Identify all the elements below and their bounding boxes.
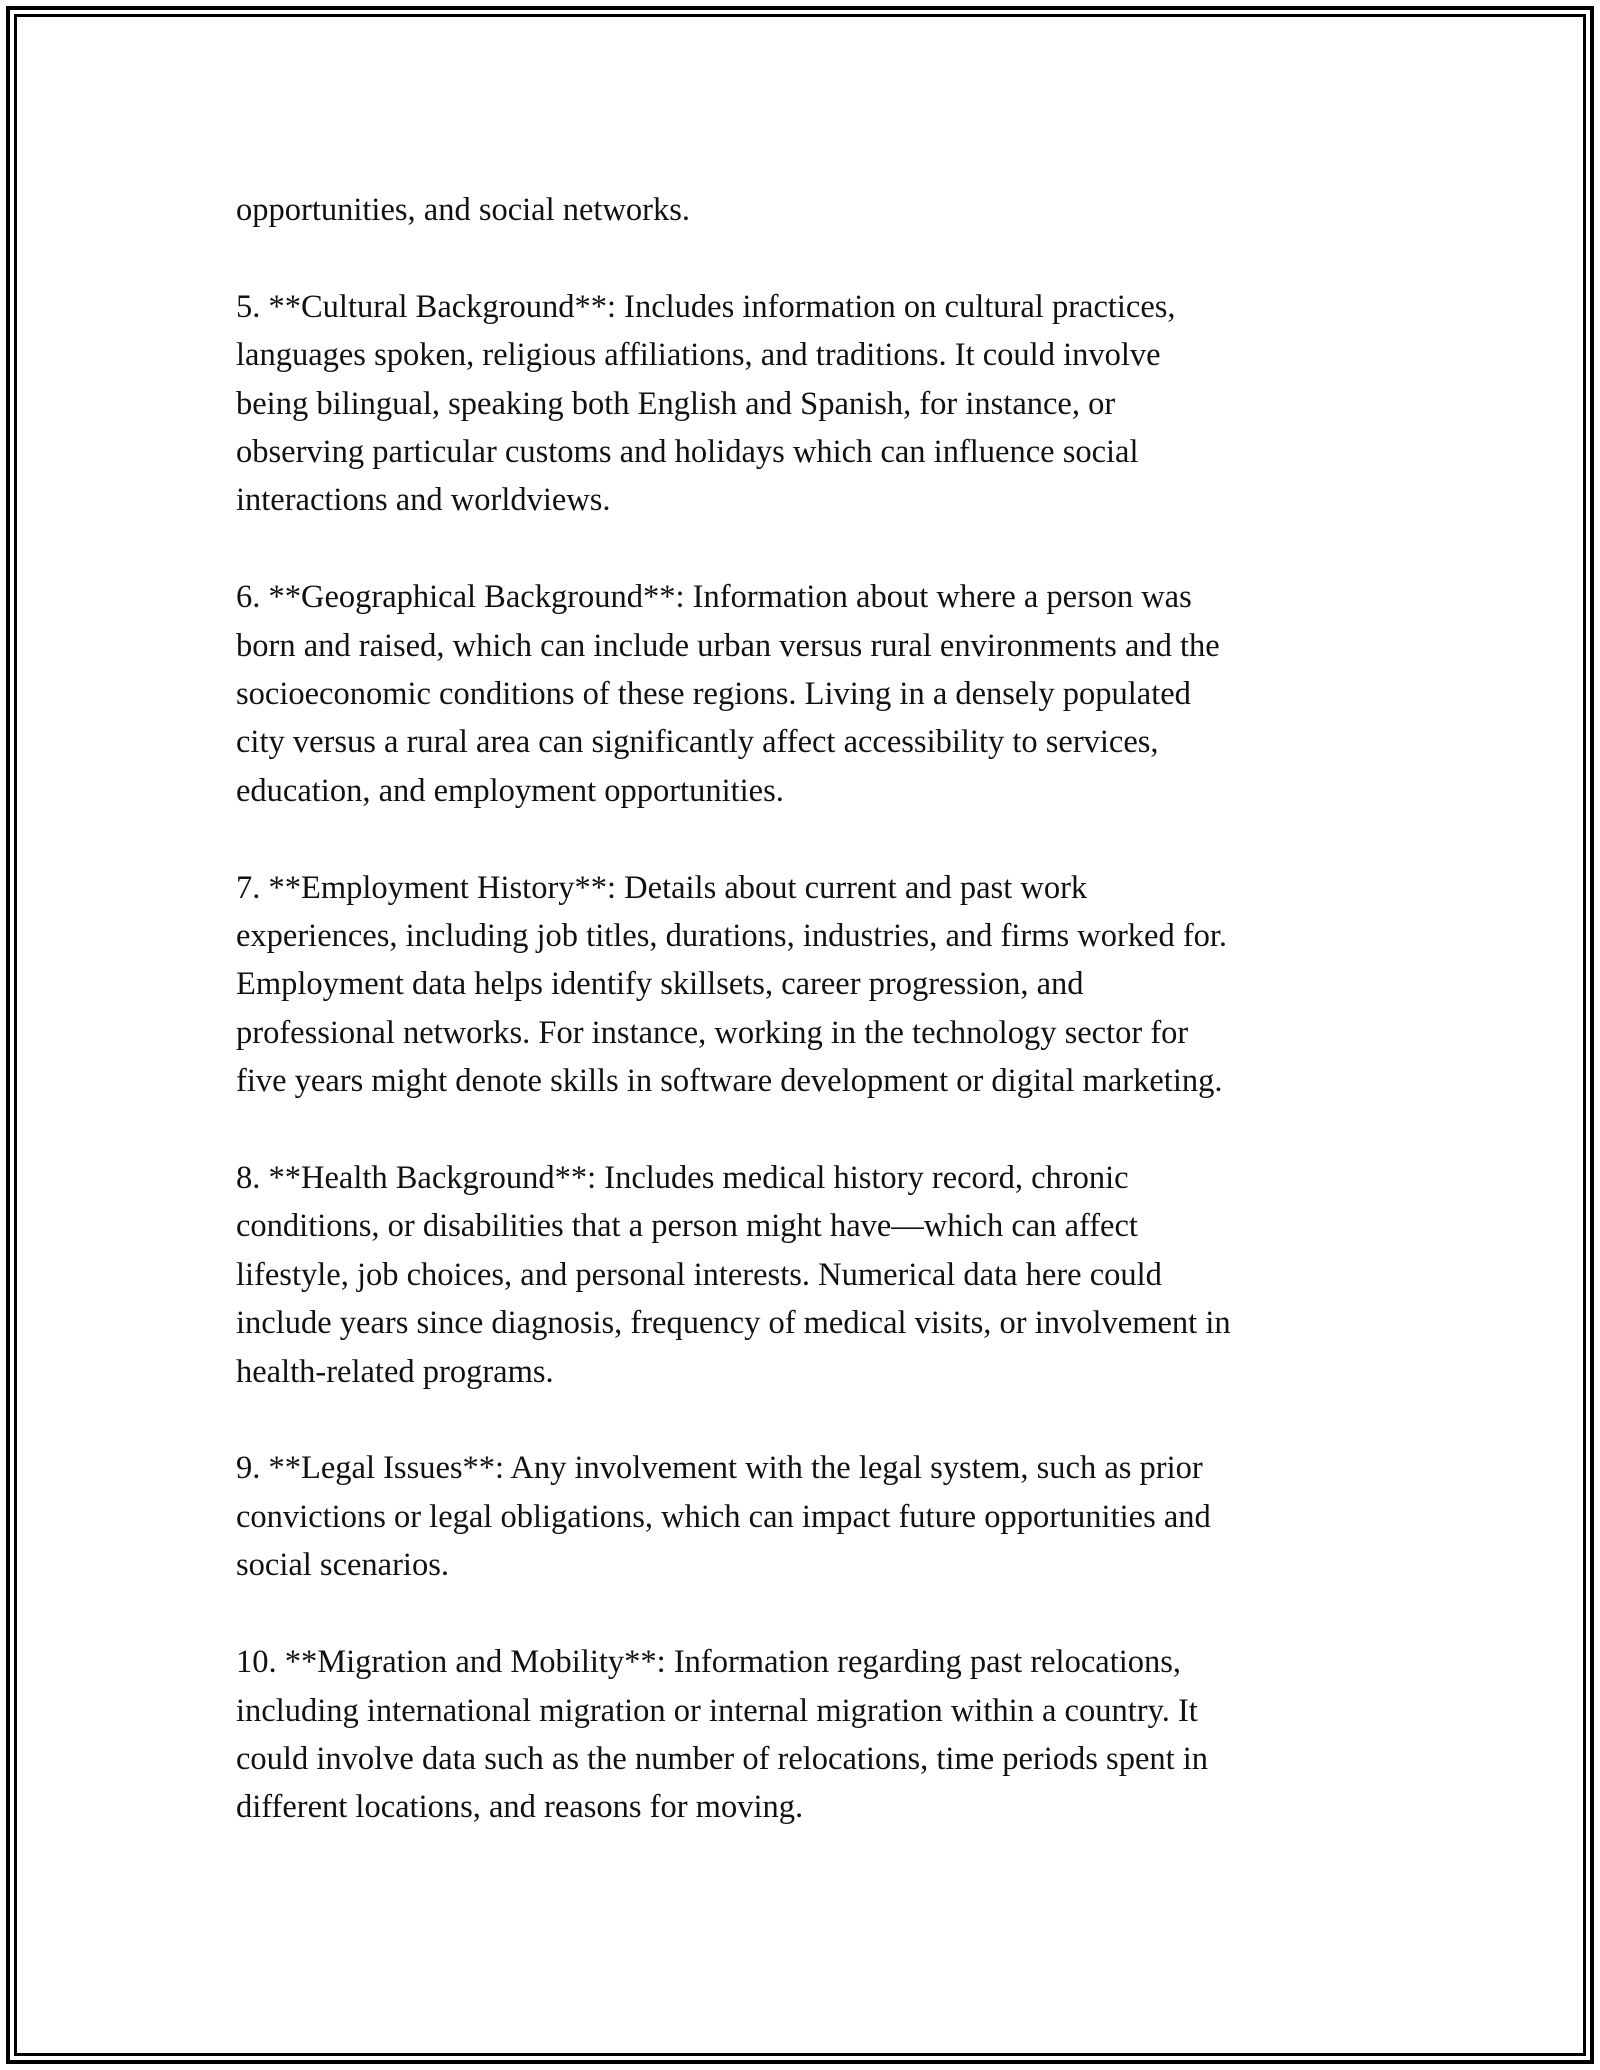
paragraph-geographical-background: 6. **Geographical Background**: Information about where a person was born and raised, which can include urban versus rural environments and the socioeconomic conditions of these regions. Living in a densely populated city versus a rural area can significantly affect accessibility to services, education, and employment opportunities. (236, 579, 1220, 809)
paragraph-health-background: 8. **Health Background**: Includes medical history record, chronic conditions, or disabilities that a person might have—which can affect lifestyle, job choices, and personal interests. Numerical data here could include years since diagnosis, frequency of medical visits, or involvement in health-related programs. (236, 1160, 1231, 1390)
paragraph-migration-mobility: 10. **Migration and Mobility**: Information regarding past relocations, including international migration or internal migration within a country. It could involve data such as the number of relocations, time periods spent in different locations, and reasons for moving. (236, 1644, 1209, 1826)
paragraph-legal-issues: 9. **Legal Issues**: Any involvement with the legal system, such as prior convictions or legal obligations, which can impact future opportunities and social scenarios. (236, 1450, 1211, 1584)
document-body (236, 186, 1376, 1880)
paragraph-continuation: opportunities, and social networks. (236, 192, 691, 228)
paragraph-cultural-background: 5. **Cultural Background**: Includes information on cultural practices, languages spoken, religious affiliations, and traditions. It could involve being bilingual, speaking both English and Spanish, for instance, or observing particular customs and holidays which can influence social interactions and worldviews. (236, 288, 1176, 519)
paragraph-employment-history: 7. **Employment History**: Details about current and past work experiences, including job titles, durations, industries, and firms worked for. Employment data helps identify skillsets, career progression, and professional networks. For instance, working in the technology sector for five years might denote skills in software development or digital marketing. (236, 869, 1228, 1100)
